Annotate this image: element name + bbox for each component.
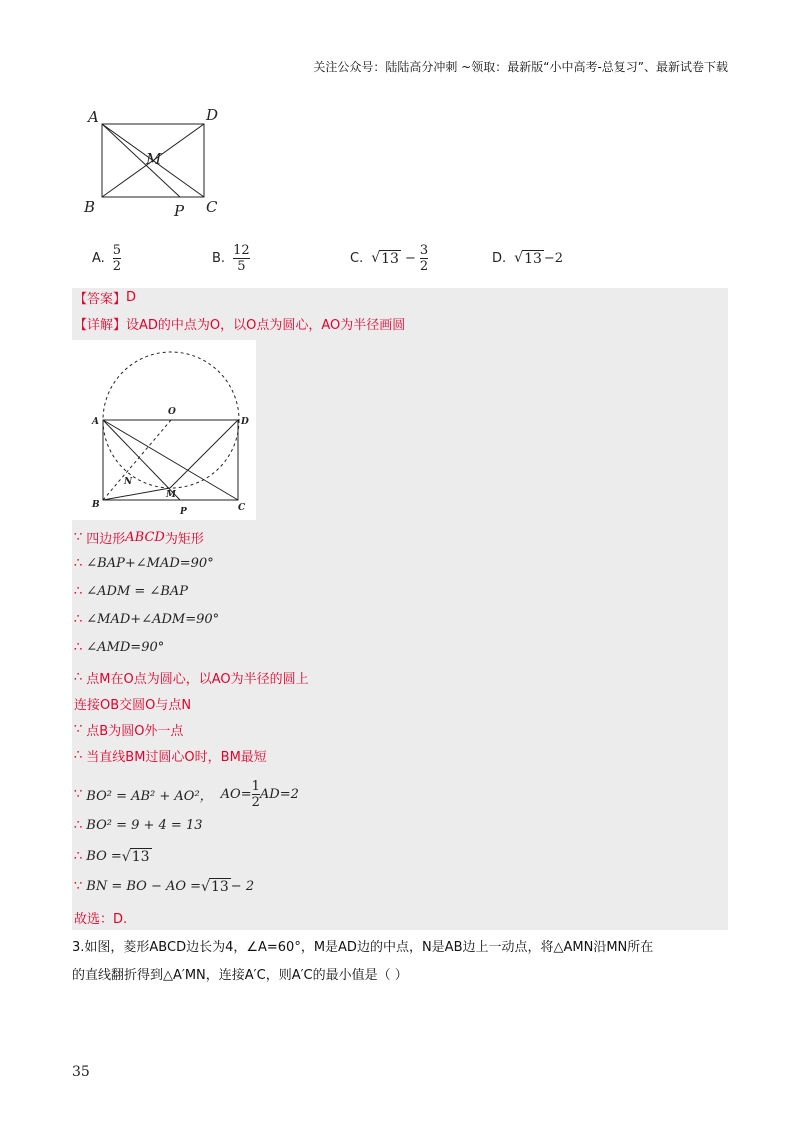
step-6: ∴ 点M在O点为圆心，以AO为半径的圆上 <box>74 670 309 687</box>
detail-line: 【详解】 设AD的中点为O，以O点为圆心，AO为半径画圆 <box>74 318 406 333</box>
label-p: P <box>180 507 187 517</box>
step-8: ∵ 点B为圆O外一点 <box>74 722 184 739</box>
step-11: ∴ BO² = 9 + 4 = 13 <box>74 818 203 833</box>
question-line-1: 3.如图，菱形ABCD边长为4，∠A=60°，M是AD边的中点，N是AB边上一动点，将△AMN沿MN所在 <box>72 940 654 955</box>
question-3 <box>72 934 732 990</box>
page-header: 关注公众号：陆陆高分冲刺 ~领取：最新版“小中高考-总复习”、最新试卷下载 <box>313 60 728 74</box>
question-line-2: 的直线翻折得到△A′MN，连接A′C，则A′C的最小值是（ ） <box>72 968 408 983</box>
fraction: $\frac{1}{2}$ <box>251 778 260 810</box>
option-c[interactable]: C. √ 13 − $\frac{3}{2}$ <box>350 242 429 274</box>
label-d: D <box>206 106 219 124</box>
sqrt: √ 13 <box>371 250 399 267</box>
step-5: ∴ ∠AMD=90° <box>74 640 165 655</box>
label-p: P <box>174 202 185 220</box>
solution-block <box>72 288 728 930</box>
step-13: ∵ BN = BO − AO = √ 13 − 2 <box>74 878 255 895</box>
step-7: 连接OB交圆O与点N <box>74 698 192 713</box>
step-2: ∴ ∠BAP+∠MAD=90° <box>74 556 214 571</box>
option-a[interactable]: A. $\frac{5}{2}$ <box>92 242 122 274</box>
label-m: M <box>146 150 162 168</box>
answer-line: 【答案】 D <box>74 290 137 307</box>
answer-options <box>92 238 712 278</box>
fraction: $\frac{5}{2}$ <box>112 242 122 274</box>
label-m: M <box>166 490 176 500</box>
figure-circle-construction <box>72 340 256 520</box>
page-number: 35 <box>72 1064 90 1080</box>
option-b[interactable]: B. $\frac{12}{5}$ <box>212 242 250 274</box>
label-a: A <box>88 108 99 126</box>
step-3: ∴ ∠ADM = ∠BAP <box>74 584 189 599</box>
label-o: O <box>168 407 176 417</box>
fraction: $\frac{3}{2}$ <box>419 242 429 274</box>
step-1: ∵ 四边形 ABCD 为矩形 <box>74 530 204 547</box>
label-c: C <box>206 198 218 216</box>
fraction: $\frac{12}{5}$ <box>233 242 250 274</box>
label-b: B <box>92 500 100 510</box>
label-b: B <box>84 198 96 216</box>
step-12: ∴ BO = √ 13 <box>74 848 150 865</box>
step-4: ∴ ∠MAD+∠ADM=90° <box>74 612 220 627</box>
sqrt: √ 13 <box>514 250 542 267</box>
label-n: N <box>124 477 133 487</box>
label-a: A <box>92 417 99 427</box>
step-9: ∴ 当直线BM过圆心O时，BM最短 <box>74 748 267 765</box>
label-d: D <box>241 417 249 427</box>
option-d[interactable]: D. √ 13 −2 <box>492 250 564 267</box>
label-c: C <box>238 503 246 513</box>
figure-rectangle-abcd <box>80 100 240 220</box>
step-14: 故选：D. <box>74 912 128 927</box>
step-10: ∵ BO² = AB² + AO²， AO= $\frac{1}{2}$ AD=2 <box>74 778 299 810</box>
